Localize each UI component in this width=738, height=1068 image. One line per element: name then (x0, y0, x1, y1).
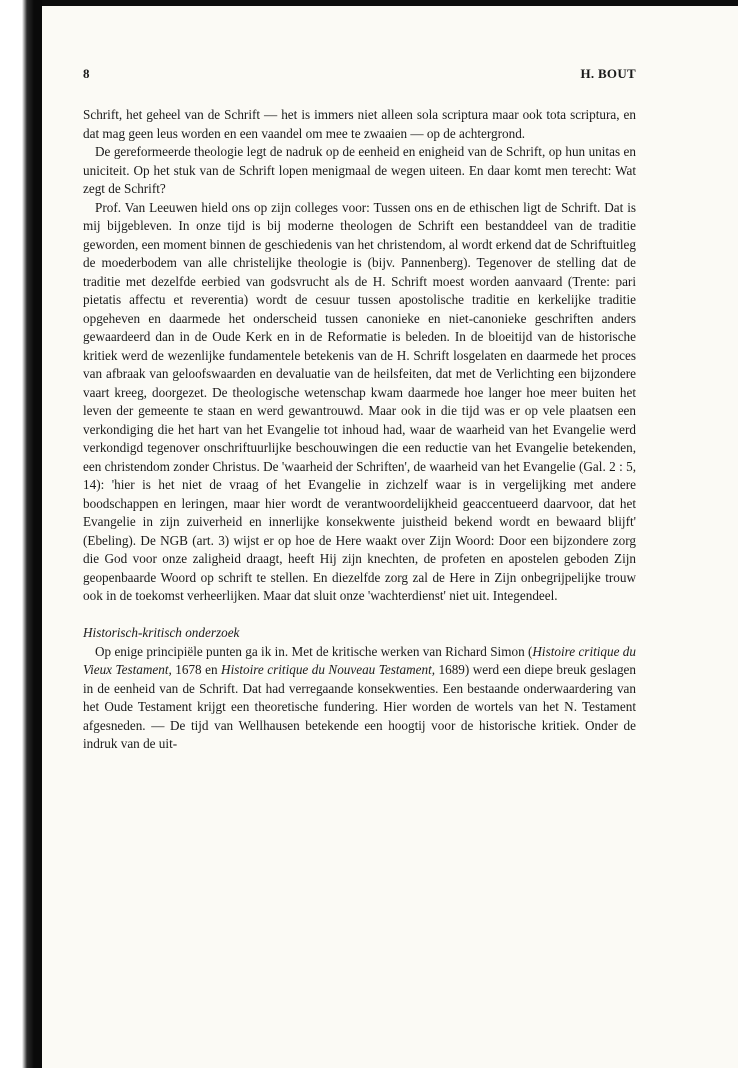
paragraph-1: Schrift, het geheel van de Schrift — het is immers niet alleen sola scriptura maar ook tota scriptura, en dat mag geen leus worden en een vaandel om mee te zwaaien — op de achtergrond. (83, 107, 636, 141)
paragraph-4-title-1: Histoire critique du Vieux Testament, (83, 643, 636, 677)
paragraph-4-text-b: 1678 en (171, 662, 222, 677)
paragraph-3: Prof. Van Leeuwen hield ons op zijn colleges voor: Tussen ons en de ethischen ligt de Schrift. Dat is mij bijgebleven. In onze tijd is bij moderne theologen de Schrift een bestanddeel van de traditie geworden, een moment binnen de geschiedenis van het christendom, al wordt erkend dat de Schriftuitleg de moederbodem van alle christelijke theologie is (bijv. Pannenberg). Tegenover de stelling dat de traditie met dezelfde eerbied van godsvrucht als de H. Schrift moest worden aanvaard (Trente: pari pietatis affectu et reverentia) wordt de cesuur tussen apostolische traditie en kerkelijke traditie opgeheven en daarmede het onderscheid tussen canonieke en niet-canonieke geschriften anders gewaardeerd dan in de Oude Kerk en in de Reformatie is beleden. In de bloeitijd van de historische kritiek werd de wezenlijke fundamentele betekenis van de H. Schrift losgelaten en daarmede het proces van afbraak van geloofswaarden en devaluatie van de heilsfeiten, dat met de Verlichting een bijzondere vaart kreeg, doorgezet. De theologische wetenschap kwam daarmede hoe langer hoe meer buiten het leven der gemeente te staan en werd gewantrouwd. Maar ook in die tijd was er op vele plaatsen een verkondiging die het hart van het Evangelie tot inhoud had, waar de waarheid van het Evangelie werd verkondigd tegenover onschriftuurlijke beschouwingen die een reductie van het Evangelie betekenden, een christendom zonder Christus. De 'waarheid der Schriften', de waarheid van het Evangelie (Gal. 2 : 5, 14): 'hier is het niet de vraag of het Evangelie in zichzelf waar is in vergelijking met andere boodschappen en leringen, maar hier wordt de verantwoordelijkheid geaccentueerd daarvoor, dat het Evangelie in zijn zuiverheid en innerlijke konsekwente juistheid bekend wordt en bewaard blijft' (Ebeling). De NGB (art. 3) wijst er op hoe de Here waakt over Zijn Woord: Door een bijzondere zorg die God voor onze zaligheid draagt, heeft Hij zijn knechten, de profeten en apostelen geboden Zijn geopenbaarde Woord op schrift te stellen. En diezelfde zorg zal de Here in Zijn onbegrijpelijke trouw ook in de toekomst verheerlijken. Maar dat sluit onze 'wachterdienst' niet uit. Integendeel. (83, 199, 636, 603)
paragraph-4-title-2: Histoire critique du Nouveau Testament, (221, 662, 436, 677)
running-head-author: H. BOUT (580, 66, 636, 81)
body-text (83, 106, 636, 754)
page-number: 8 (83, 66, 90, 81)
scan-border-left (0, 0, 42, 1068)
paragraph-4 (83, 643, 636, 754)
section-heading: Historisch-kritisch onderzoek (83, 625, 240, 640)
paragraph-4-text-c: 1689) werd een diepe breuk geslagen in de eenheid van de Schrift. Dat had verregaande konsekwenties. Een bestaande onderwaardering van het Oude Testament krijgt een theoretische fundering. Hier worden de wortels van het N. Testament afgesneden. — De tijd van Wellhausen betekende een hoogtij voor de historische kritiek. Onder de indruk van de uit- (83, 662, 637, 751)
paragraph-2: De gereformeerde theologie legt de nadruk op de eenheid en enigheid van de Schrift, op hun unitas en uniciteit. Op het stuk van de Schrift lopen menigmaal de wegen uiteen. En daar komt men terecht: Wat zegt de Schrift? (83, 144, 636, 196)
paragraph-4-text-a: Op enige principiële punten ga ik in. Met de kritische werken van Richard Simon ( (95, 643, 533, 659)
